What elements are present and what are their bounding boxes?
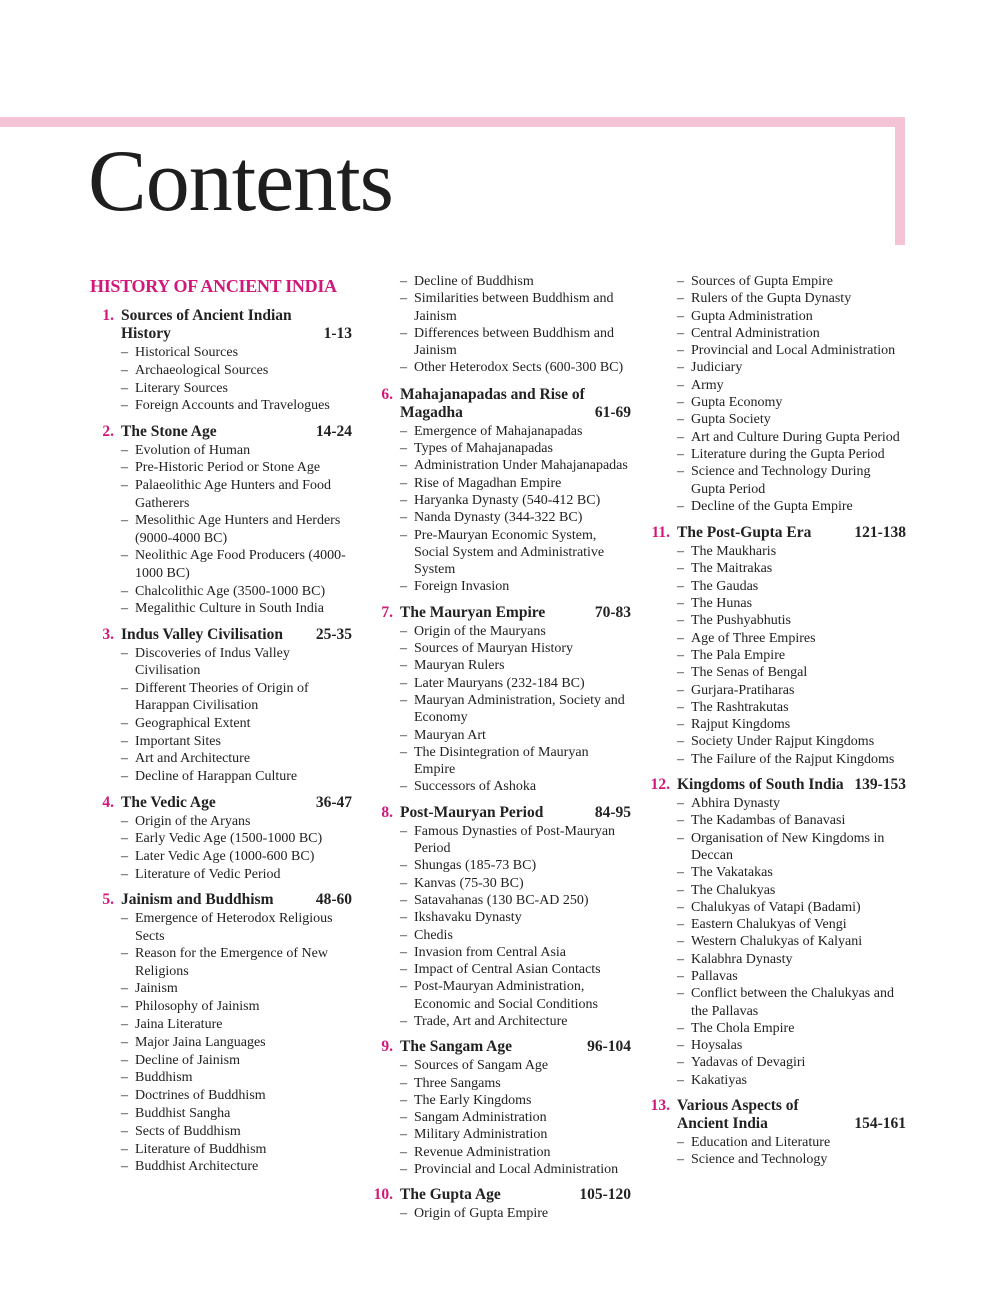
- topic-item[interactable]: – Yadavas of Devagiri: [677, 1054, 906, 1071]
- topic-item[interactable]: – The Kadambas of Banavasi: [677, 812, 906, 829]
- chapter-entry: [369, 1038, 631, 1178]
- topic-item[interactable]: – Rulers of the Gupta Dynasty: [677, 290, 906, 307]
- chapter-page-range: 1-13: [323, 325, 352, 342]
- topic-item[interactable]: – Mauryan Art: [400, 727, 631, 744]
- chapter-title[interactable]: Various Aspects of Ancient India: [677, 1097, 799, 1133]
- topic-item[interactable]: – Discoveries of Indus Valley Civilisation: [121, 645, 352, 680]
- header-rule-horizontal: [0, 117, 905, 127]
- topic-item[interactable]: – Foreign Accounts and Travelogues: [121, 397, 352, 414]
- chapter-title-row: [400, 604, 631, 622]
- topic-item[interactable]: – Age of Three Empires: [677, 630, 906, 647]
- chapter-page-range: 84-95: [594, 803, 631, 821]
- chapter-heading[interactable]: [646, 1097, 906, 1133]
- topic-item[interactable]: – Foreign Invasion: [400, 578, 631, 595]
- topic-item[interactable]: – Literature during the Gupta Period: [677, 446, 906, 463]
- topic-item[interactable]: – The Maukharis: [677, 543, 906, 560]
- topic-item[interactable]: – Major Jaina Languages: [121, 1034, 352, 1051]
- chapter-number: 12.: [650, 776, 670, 794]
- chapter-number: 1.: [102, 307, 114, 324]
- chapter-heading[interactable]: [369, 386, 631, 422]
- chapter-entry: [369, 604, 631, 796]
- chapter-entry: [646, 776, 906, 1089]
- topic-item[interactable]: – Abhira Dynasty: [677, 795, 906, 812]
- chapter-page-range: 36-47: [315, 793, 352, 811]
- chapter-heading[interactable]: [90, 307, 352, 343]
- chapter-title-row: [121, 626, 352, 644]
- chapter-entry: [369, 804, 631, 1031]
- topic-item[interactable]: – Palaeolithic Age Hunters and Food Gatherers: [121, 477, 352, 512]
- chapter-title-row: [400, 804, 631, 822]
- chapter-number: 7.: [381, 603, 393, 621]
- topic-item[interactable]: – The Vakatakas: [677, 864, 906, 881]
- topic-item[interactable]: – Literary Sources: [121, 380, 352, 397]
- chapter-title[interactable]: The Vedic Age: [121, 793, 216, 811]
- topic-item[interactable]: – Science and Technology: [677, 1151, 906, 1168]
- chapter-heading[interactable]: [646, 776, 906, 794]
- topic-item[interactable]: – The Rashtrakutas: [677, 699, 906, 716]
- topic-item[interactable]: – Post-Mauryan Administration, Economic and Social Conditions: [400, 978, 631, 1013]
- chapter-entry: [646, 524, 906, 768]
- chapter-title[interactable]: The Post-Gupta Era: [677, 524, 812, 542]
- topic-item[interactable]: – Buddhism: [121, 1069, 352, 1086]
- topic-item[interactable]: – The Chola Empire: [677, 1020, 906, 1037]
- chapter-title-row: [677, 1097, 906, 1133]
- chapter-title-row: [121, 423, 352, 441]
- chapter-page-range: 121-138: [854, 524, 906, 542]
- topic-item[interactable]: – Emergence of Mahajanapadas: [400, 423, 631, 440]
- topic-item[interactable]: – Hoysalas: [677, 1037, 906, 1054]
- topic-item[interactable]: – Western Chalukyas of Kalyani: [677, 933, 906, 950]
- topic-item[interactable]: – Decline of Harappan Culture: [121, 768, 352, 785]
- topic-item[interactable]: – Nanda Dynasty (344-322 BC): [400, 509, 631, 526]
- chapter-title-row: [677, 776, 906, 794]
- chapter-number: 2.: [102, 422, 114, 440]
- topic-item[interactable]: – Jainism: [121, 980, 352, 997]
- chapter-page-range: 154-161: [854, 1115, 906, 1133]
- topic-list: [121, 344, 352, 415]
- chapter-entry: [90, 307, 352, 415]
- topic-item[interactable]: – Pre-Mauryan Economic System, Social System and Administrative System: [400, 527, 631, 579]
- topic-item[interactable]: – Mauryan Rulers: [400, 657, 631, 674]
- topic-item[interactable]: – Revenue Administration: [400, 1144, 631, 1161]
- chapter-entry: [90, 626, 352, 786]
- topic-item[interactable]: – Three Sangams: [400, 1075, 631, 1092]
- topic-item[interactable]: – Art and Architecture: [121, 750, 352, 767]
- topic-list: [400, 1057, 631, 1178]
- chapter-title[interactable]: The Sangam Age: [400, 1038, 512, 1056]
- continued-topic-list: [400, 273, 631, 377]
- topic-item[interactable]: – Shungas (185-73 BC): [400, 857, 631, 874]
- toc-column-2: [369, 272, 631, 1231]
- topic-list: [677, 543, 906, 768]
- topic-item[interactable]: – Famous Dynasties of Post-Mauryan Period: [400, 823, 631, 858]
- topic-item[interactable]: – Buddhist Sangha: [121, 1105, 352, 1122]
- chapter-page-range: 14-24: [315, 422, 352, 440]
- chapter-heading[interactable]: [646, 524, 906, 542]
- topic-item[interactable]: – Differences between Buddhism and Jainism: [400, 325, 631, 360]
- topic-item[interactable]: – Pre-Historic Period or Stone Age: [121, 459, 352, 476]
- topic-item[interactable]: – Gurjara-Pratiharas: [677, 682, 906, 699]
- chapter-entry: [369, 1186, 631, 1222]
- topic-item[interactable]: – Invasion from Central Asia: [400, 944, 631, 961]
- chapter-title-row: [121, 891, 352, 909]
- topic-item[interactable]: – Later Vedic Age (1000-600 BC): [121, 848, 352, 865]
- topic-item[interactable]: – Army: [677, 377, 906, 394]
- topic-item[interactable]: – Origin of the Aryans: [121, 813, 352, 830]
- topic-item[interactable]: – Sects of Buddhism: [121, 1123, 352, 1140]
- topic-item[interactable]: – Administration Under Mahajanapadas: [400, 457, 631, 474]
- chapter-title[interactable]: Sources of Ancient Indian History: [121, 307, 292, 342]
- chapter-number: 5.: [102, 891, 114, 909]
- topic-item[interactable]: – Chedis: [400, 927, 631, 944]
- topic-item[interactable]: – Judiciary: [677, 359, 906, 376]
- chapter-number: 3.: [102, 625, 114, 643]
- topic-item[interactable]: – The Maitrakas: [677, 560, 906, 577]
- topic-item[interactable]: – Historical Sources: [121, 344, 352, 361]
- topic-item[interactable]: – The Disintegration of Mauryan Empire: [400, 744, 631, 779]
- chapter-title-row: [400, 386, 631, 422]
- topic-item[interactable]: – Education and Literature: [677, 1134, 906, 1151]
- toc-column-3: [646, 272, 906, 1177]
- chapter-title-row: [121, 794, 352, 812]
- chapter-title[interactable]: Indus Valley Civilisation: [121, 625, 283, 643]
- topic-list: [677, 1134, 906, 1169]
- chapter-heading[interactable]: [369, 1186, 631, 1204]
- chapter-title[interactable]: The Stone Age: [121, 422, 217, 440]
- topic-item[interactable]: – Gupta Economy: [677, 394, 906, 411]
- chapter-title-row: [677, 524, 906, 542]
- topic-item[interactable]: – The Early Kingdoms: [400, 1092, 631, 1109]
- section-heading: HISTORY OF ANCIENT INDIA: [90, 276, 337, 296]
- chapter-title[interactable]: The Gupta Age: [400, 1186, 501, 1204]
- chapter-number: 6.: [381, 385, 393, 403]
- topic-item[interactable]: – The Senas of Bengal: [677, 664, 906, 681]
- topic-item[interactable]: – Origin of Gupta Empire: [400, 1205, 631, 1222]
- topic-item[interactable]: – Satavahanas (130 BC-AD 250): [400, 892, 631, 909]
- topic-item[interactable]: – Provincial and Local Administration: [677, 342, 906, 359]
- topic-item[interactable]: – Science and Technology During Gupta Period: [677, 463, 906, 498]
- topic-item[interactable]: – The Failure of the Rajput Kingdoms: [677, 751, 906, 768]
- topic-item[interactable]: – Kakatiyas: [677, 1072, 906, 1089]
- topic-item[interactable]: – Archaeological Sources: [121, 362, 352, 379]
- topic-item[interactable]: – Rajput Kingdoms: [677, 716, 906, 733]
- topic-item[interactable]: – Sources of Sangam Age: [400, 1057, 631, 1074]
- topic-item[interactable]: – Different Theories of Origin of Harappan Civilisation: [121, 680, 352, 715]
- topic-item[interactable]: – Central Administration: [677, 325, 906, 342]
- chapter-title-row: [400, 1038, 631, 1056]
- topic-item[interactable]: – Megalithic Culture in South India: [121, 600, 352, 617]
- topic-item[interactable]: – Trade, Art and Architecture: [400, 1013, 631, 1030]
- chapter-title-row: [400, 1186, 631, 1204]
- topic-item[interactable]: – Eastern Chalukyas of Vengi: [677, 916, 906, 933]
- topic-item[interactable]: – The Pushyabhutis: [677, 612, 906, 629]
- topic-item[interactable]: – Gupta Society: [677, 411, 906, 428]
- chapter-heading[interactable]: [369, 604, 631, 622]
- chapter-entry: [369, 386, 631, 596]
- chapter-entry: [646, 1097, 906, 1169]
- topic-list: [121, 910, 352, 1175]
- topic-item[interactable]: – Art and Culture During Gupta Period: [677, 429, 906, 446]
- chapter-page-range: 48-60: [315, 891, 352, 909]
- chapter-title[interactable]: Jainism and Buddhism: [121, 891, 274, 909]
- chapter-page-range: 25-35: [315, 625, 352, 643]
- topic-item[interactable]: – Emergence of Heterodox Religious Sects: [121, 910, 352, 945]
- topic-item[interactable]: – Literature of Vedic Period: [121, 866, 352, 883]
- topic-item[interactable]: – The Chalukyas: [677, 882, 906, 899]
- chapter-entry: [90, 423, 352, 618]
- topic-item[interactable]: – Kanvas (75-30 BC): [400, 875, 631, 892]
- topic-item[interactable]: – Types of Mahajanapadas: [400, 440, 631, 457]
- topic-item[interactable]: – Reason for the Emergence of New Religions: [121, 945, 352, 980]
- topic-item[interactable]: – Gupta Administration: [677, 308, 906, 325]
- chapter-page-range: 70-83: [594, 603, 631, 621]
- chapter-number: 4.: [102, 793, 114, 811]
- topic-item[interactable]: – Successors of Ashoka: [400, 778, 631, 795]
- chapter-entry: [90, 794, 352, 884]
- chapter-title-row: [121, 307, 352, 343]
- topic-item[interactable]: – Ikshavaku Dynasty: [400, 909, 631, 926]
- topic-item[interactable]: – Rise of Magadhan Empire: [400, 475, 631, 492]
- continued-topic-list: [677, 273, 906, 515]
- topic-list: [400, 423, 631, 596]
- topic-item[interactable]: – Philosophy of Jainism: [121, 998, 352, 1015]
- chapter-heading[interactable]: [90, 423, 352, 441]
- chapter-number: 8.: [381, 803, 393, 821]
- topic-item[interactable]: – Sources of Gupta Empire: [677, 273, 906, 290]
- topic-item[interactable]: – Decline of Jainism: [121, 1052, 352, 1069]
- topic-item[interactable]: – Doctrines of Buddhism: [121, 1087, 352, 1104]
- topic-list: [400, 623, 631, 796]
- topic-item[interactable]: – Society Under Rajput Kingdoms: [677, 733, 906, 750]
- topic-item[interactable]: – Mauryan Administration, Society and Economy: [400, 692, 631, 727]
- chapter-title[interactable]: Mahajanapadas and Rise of Magadha: [400, 385, 585, 421]
- chapter-title[interactable]: Post-Mauryan Period: [400, 803, 544, 821]
- chapter-number: 11.: [651, 524, 670, 542]
- topic-item[interactable]: – The Pala Empire: [677, 647, 906, 664]
- topic-item[interactable]: – Impact of Central Asian Contacts: [400, 961, 631, 978]
- topic-item[interactable]: – Chalcolithic Age (3500-1000 BC): [121, 583, 352, 600]
- topic-list: [121, 645, 352, 786]
- chapter-heading[interactable]: [369, 804, 631, 822]
- toc-column-1: [90, 272, 352, 1184]
- topic-item[interactable]: – Early Vedic Age (1500-1000 BC): [121, 830, 352, 847]
- topic-item[interactable]: – Decline of the Gupta Empire: [677, 498, 906, 515]
- topic-item[interactable]: – Geographical Extent: [121, 715, 352, 732]
- topic-item[interactable]: – Evolution of Human: [121, 442, 352, 459]
- topic-list: [400, 1205, 631, 1222]
- header-rule-vertical: [895, 117, 905, 245]
- topic-item[interactable]: – Conflict between the Chalukyas and the Pallavas: [677, 985, 906, 1020]
- topic-item[interactable]: – Chalukyas of Vatapi (Badami): [677, 899, 906, 916]
- topic-item[interactable]: – Kalabhra Dynasty: [677, 951, 906, 968]
- chapter-heading[interactable]: [90, 794, 352, 812]
- topic-item[interactable]: – The Gaudas: [677, 578, 906, 595]
- topic-item[interactable]: – Similarities between Buddhism and Jainism: [400, 290, 631, 325]
- topic-item[interactable]: – Buddhist Architecture: [121, 1158, 352, 1175]
- chapter-heading[interactable]: [90, 626, 352, 644]
- chapter-number: 9.: [381, 1038, 393, 1056]
- topic-item[interactable]: – Decline of Buddhism: [400, 273, 631, 290]
- chapter-page-range: 105-120: [579, 1186, 631, 1204]
- topic-item[interactable]: – Later Mauryans (232-184 BC): [400, 675, 631, 692]
- chapter-title[interactable]: The Mauryan Empire: [400, 603, 546, 621]
- topic-item[interactable]: – The Hunas: [677, 595, 906, 612]
- topic-item[interactable]: – Mesolithic Age Hunters and Herders (9000-4000 BC): [121, 512, 352, 547]
- topic-item[interactable]: – Sangam Administration: [400, 1109, 631, 1126]
- chapter-entry: [90, 891, 352, 1175]
- chapter-page-range: 61-69: [594, 403, 631, 421]
- topic-item[interactable]: – Pallavas: [677, 968, 906, 985]
- chapter-page-range: 139-153: [854, 776, 906, 794]
- page-title: Contents: [88, 133, 393, 230]
- topic-item[interactable]: – Provincial and Local Administration: [400, 1161, 631, 1178]
- topic-list: [121, 442, 352, 618]
- topic-item[interactable]: – Jaina Literature: [121, 1016, 352, 1033]
- topic-list: [677, 795, 906, 1089]
- chapter-page-range: 96-104: [587, 1038, 631, 1056]
- topic-list: [400, 823, 631, 1031]
- chapter-heading[interactable]: [90, 891, 352, 909]
- topic-item[interactable]: – Haryanka Dynasty (540-412 BC): [400, 492, 631, 509]
- topic-item[interactable]: – Origin of the Mauryans: [400, 623, 631, 640]
- topic-item[interactable]: – Other Heterodox Sects (600-300 BC): [400, 359, 631, 376]
- chapter-number: 13.: [650, 1097, 670, 1115]
- topic-item[interactable]: – Literature of Buddhism: [121, 1141, 352, 1158]
- topic-item[interactable]: – Organisation of New Kingdoms in Deccan: [677, 830, 906, 865]
- chapter-number: 10.: [373, 1186, 393, 1204]
- chapter-heading[interactable]: [369, 1038, 631, 1056]
- topic-item[interactable]: – Important Sites: [121, 733, 352, 750]
- topic-item[interactable]: – Sources of Mauryan History: [400, 640, 631, 657]
- topic-item[interactable]: – Neolithic Age Food Producers (4000-1000 BC): [121, 547, 352, 582]
- topic-list: [121, 813, 352, 884]
- chapter-title[interactable]: Kingdoms of South India: [677, 776, 844, 794]
- topic-item[interactable]: – Military Administration: [400, 1126, 631, 1143]
